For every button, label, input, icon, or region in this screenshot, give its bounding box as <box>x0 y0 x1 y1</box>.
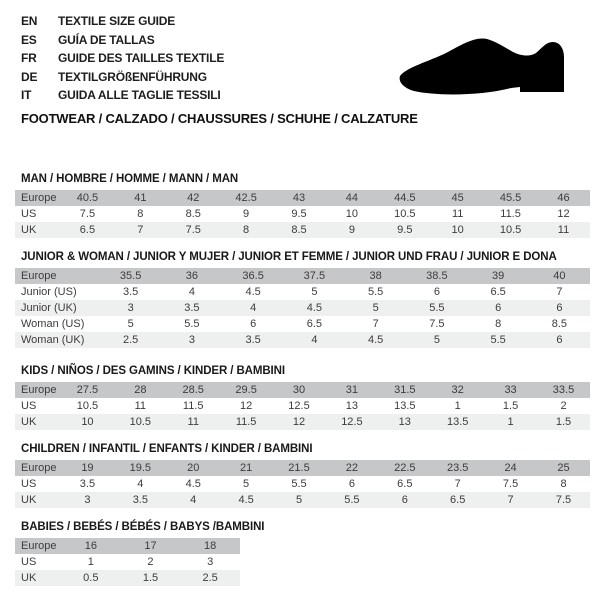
language-code: EN <box>21 14 38 28</box>
language-row-fr <box>21 51 224 70</box>
table-row <box>15 382 590 398</box>
table-row <box>15 268 590 284</box>
size-cell: 11.5 <box>484 206 537 222</box>
size-cell: 38.5 <box>406 268 467 284</box>
size-cell: 22 <box>325 460 378 476</box>
size-cell: 6.5 <box>284 316 345 332</box>
size-cell: 23.5 <box>431 460 484 476</box>
language-label: TEXTILE SIZE GUIDE <box>58 14 176 28</box>
size-cell: 6 <box>468 300 529 316</box>
size-cell: 13.5 <box>431 414 484 430</box>
size-cell: 43 <box>273 190 326 206</box>
language-label: GUIDA ALLE TAGLIE TESSILI <box>58 88 221 102</box>
size-cell: 10.5 <box>61 398 114 414</box>
size-cell: 5.5 <box>161 316 222 332</box>
size-cell: 6 <box>406 284 467 300</box>
size-cell: 10 <box>325 206 378 222</box>
size-cell: 5 <box>284 284 345 300</box>
size-cell: 8 <box>114 206 167 222</box>
size-cell: 41 <box>114 190 167 206</box>
size-cell: 8 <box>537 476 590 492</box>
table-row <box>15 554 240 570</box>
size-cell: 3.5 <box>114 492 167 508</box>
row-label-cell: US <box>15 398 61 414</box>
size-cell: 38 <box>345 268 406 284</box>
row-label-cell: UK <box>15 492 61 508</box>
table-row <box>15 332 590 348</box>
size-cell: 1.5 <box>484 398 537 414</box>
language-code: FR <box>21 51 37 65</box>
size-cell: 8 <box>468 316 529 332</box>
size-cell: 5.5 <box>345 284 406 300</box>
size-cell: 5 <box>100 316 161 332</box>
row-label-cell: Junior (UK) <box>15 300 100 316</box>
row-label-cell: Europe <box>15 460 61 476</box>
size-cell: 12.5 <box>325 414 378 430</box>
size-cell: 4 <box>161 284 222 300</box>
table-row <box>15 538 240 554</box>
size-cell: 1 <box>61 554 121 570</box>
table-row <box>15 316 590 332</box>
size-cell: 17 <box>121 538 181 554</box>
size-cell: 18 <box>180 538 240 554</box>
language-label: TEXTILGRÖßENFÜHRUNG <box>58 69 207 84</box>
size-cell: 7 <box>431 476 484 492</box>
size-cell: 4 <box>114 476 167 492</box>
language-label: GUÍA DE TALLAS <box>58 32 155 47</box>
size-cell: 40 <box>529 268 590 284</box>
size-cell: 7.5 <box>406 316 467 332</box>
size-cell: 42 <box>167 190 220 206</box>
size-cell: 1 <box>484 414 537 430</box>
size-cell: 28 <box>114 382 167 398</box>
table-row <box>15 460 590 476</box>
language-code: IT <box>21 88 32 102</box>
size-cell: 36.5 <box>223 268 284 284</box>
size-cell: 10 <box>61 414 114 430</box>
table-row <box>15 190 590 206</box>
size-cell: 10.5 <box>114 414 167 430</box>
size-table-man <box>15 190 590 238</box>
size-cell: 44.5 <box>378 190 431 206</box>
size-cell: 12 <box>273 414 326 430</box>
size-cell: 1.5 <box>121 570 181 586</box>
size-cell: 5.5 <box>468 332 529 348</box>
row-label-cell: Junior (US) <box>15 284 100 300</box>
size-cell: 3 <box>161 332 222 348</box>
size-cell: 8 <box>220 222 273 238</box>
row-label-cell: Woman (UK) <box>15 332 100 348</box>
size-cell: 4.5 <box>345 332 406 348</box>
size-cell: 28.5 <box>167 382 220 398</box>
size-cell: 10.5 <box>378 206 431 222</box>
size-cell: 13 <box>325 398 378 414</box>
size-cell: 3.5 <box>161 300 222 316</box>
size-cell: 29.5 <box>220 382 273 398</box>
table-row <box>15 222 590 238</box>
row-label-cell: Europe <box>15 538 61 554</box>
table-row <box>15 570 240 586</box>
language-row-es <box>21 33 224 52</box>
section-title-kids: KIDS / NIÑOS / DES GAMINS / KINDER / BAMBINI <box>21 365 285 377</box>
size-cell: 11 <box>537 222 590 238</box>
size-cell: 7.5 <box>484 476 537 492</box>
section-junior-woman <box>15 251 590 348</box>
size-cell: 13 <box>378 414 431 430</box>
size-cell: 6 <box>529 332 590 348</box>
size-cell: 21.5 <box>273 460 326 476</box>
table-row <box>15 476 590 492</box>
size-cell: 31.5 <box>378 382 431 398</box>
size-cell: 40.5 <box>61 190 114 206</box>
size-cell: 3 <box>180 554 240 570</box>
size-cell: 45.5 <box>484 190 537 206</box>
size-cell: 33 <box>484 382 537 398</box>
size-cell: 6.5 <box>378 476 431 492</box>
language-row-de <box>21 70 224 89</box>
size-cell: 1.5 <box>537 414 590 430</box>
size-cell: 10 <box>431 222 484 238</box>
size-cell: 16 <box>61 538 121 554</box>
size-cell: 11 <box>431 206 484 222</box>
size-cell: 7.5 <box>61 206 114 222</box>
size-cell: 19.5 <box>114 460 167 476</box>
size-cell: 45 <box>431 190 484 206</box>
size-cell: 5.5 <box>406 300 467 316</box>
language-label: GUIDE DES TAILLES TEXTILE <box>58 51 225 65</box>
table-row <box>15 284 590 300</box>
size-cell: 0.5 <box>61 570 121 586</box>
size-cell: 2.5 <box>100 332 161 348</box>
size-table-babies <box>15 538 240 586</box>
size-cell: 9.5 <box>378 222 431 238</box>
size-cell: 35.5 <box>100 268 161 284</box>
section-title-junior-woman: JUNIOR & WOMAN / JUNIOR Y MUJER / JUNIOR ET FEMME / JUNIOR UND FRAU / JUNIOR E DONA <box>21 251 557 263</box>
size-cell: 37.5 <box>284 268 345 284</box>
size-cell: 5 <box>220 476 273 492</box>
size-cell: 4 <box>223 300 284 316</box>
row-label-cell: US <box>15 476 61 492</box>
size-cell: 36 <box>161 268 222 284</box>
size-cell: 2.5 <box>180 570 240 586</box>
table-row <box>15 492 590 508</box>
size-cell: 9 <box>220 206 273 222</box>
language-row-en <box>21 14 224 33</box>
row-label-cell: UK <box>15 222 61 238</box>
size-cell: 4 <box>284 332 345 348</box>
size-cell: 6 <box>378 492 431 508</box>
size-cell: 12 <box>537 206 590 222</box>
size-cell: 6 <box>223 316 284 332</box>
size-cell: 11.5 <box>220 414 273 430</box>
size-cell: 11 <box>167 414 220 430</box>
size-cell: 6 <box>529 300 590 316</box>
size-cell: 4.5 <box>223 284 284 300</box>
size-cell: 3.5 <box>61 476 114 492</box>
table-row <box>15 300 590 316</box>
table-row <box>15 398 590 414</box>
row-label-cell: Europe <box>15 190 61 206</box>
size-cell: 20 <box>167 460 220 476</box>
size-cell: 9.5 <box>273 206 326 222</box>
size-cell: 5 <box>345 300 406 316</box>
size-cell: 30 <box>273 382 326 398</box>
category-title: FOOTWEAR / CALZADO / CHAUSSURES / SCHUHE / CALZATURE <box>21 111 418 126</box>
language-row-it <box>21 88 224 107</box>
size-cell: 6.5 <box>468 284 529 300</box>
size-cell: 8.5 <box>273 222 326 238</box>
section-man <box>15 173 590 238</box>
size-cell: 46 <box>537 190 590 206</box>
table-row <box>15 206 590 222</box>
size-cell: 21 <box>220 460 273 476</box>
size-cell: 5.5 <box>325 492 378 508</box>
size-cell: 12.5 <box>273 398 326 414</box>
language-code: DE <box>21 69 38 84</box>
section-title-children: CHILDREN / INFANTIL / ENFANTS / KINDER / BAMBINI <box>21 443 313 455</box>
size-cell: 42.5 <box>220 190 273 206</box>
size-cell: 11 <box>114 398 167 414</box>
table-row <box>15 414 590 430</box>
size-cell: 3 <box>100 300 161 316</box>
size-cell: 7 <box>529 284 590 300</box>
row-label-cell: UK <box>15 570 61 586</box>
row-label-cell: Europe <box>15 268 100 284</box>
size-cell: 24 <box>484 460 537 476</box>
size-cell: 4 <box>167 492 220 508</box>
size-cell: 7.5 <box>537 492 590 508</box>
size-cell: 3.5 <box>223 332 284 348</box>
size-cell: 1 <box>431 398 484 414</box>
size-cell: 7 <box>484 492 537 508</box>
size-cell: 8.5 <box>529 316 590 332</box>
size-cell: 13.5 <box>378 398 431 414</box>
size-cell: 12 <box>220 398 273 414</box>
size-cell: 19 <box>61 460 114 476</box>
size-cell: 4.5 <box>220 492 273 508</box>
size-table-children <box>15 460 590 508</box>
language-code: ES <box>21 32 37 47</box>
size-cell: 4.5 <box>284 300 345 316</box>
row-label-cell: US <box>15 206 61 222</box>
size-cell: 5 <box>406 332 467 348</box>
size-cell: 6.5 <box>431 492 484 508</box>
size-cell: 7 <box>114 222 167 238</box>
size-cell: 33.5 <box>537 382 590 398</box>
size-cell: 27.5 <box>61 382 114 398</box>
size-cell: 25 <box>537 460 590 476</box>
size-cell: 7.5 <box>167 222 220 238</box>
row-label-cell: UK <box>15 414 61 430</box>
language-header-block <box>21 14 224 107</box>
row-label-cell: US <box>15 554 61 570</box>
size-table-junior-woman <box>15 268 590 348</box>
size-cell: 32 <box>431 382 484 398</box>
shoe-icon <box>398 34 570 100</box>
size-cell: 22.5 <box>378 460 431 476</box>
size-cell: 10.5 <box>484 222 537 238</box>
size-cell: 39 <box>468 268 529 284</box>
section-kids <box>15 365 590 430</box>
size-cell: 31 <box>325 382 378 398</box>
size-cell: 4.5 <box>167 476 220 492</box>
section-babies <box>15 521 590 586</box>
row-label-cell: Woman (US) <box>15 316 100 332</box>
section-title-babies: BABIES / BEBÉS / BÉBÉS / BABYS /BAMBINI <box>21 521 265 533</box>
size-cell: 44 <box>325 190 378 206</box>
size-cell: 11.5 <box>167 398 220 414</box>
size-cell: 6.5 <box>61 222 114 238</box>
section-children <box>15 443 590 508</box>
size-cell: 6 <box>325 476 378 492</box>
size-cell: 7 <box>345 316 406 332</box>
size-cell: 3 <box>61 492 114 508</box>
section-title-man: MAN / HOMBRE / HOMME / MANN / MAN <box>21 173 239 185</box>
size-cell: 3.5 <box>100 284 161 300</box>
row-label-cell: Europe <box>15 382 61 398</box>
size-cell: 9 <box>325 222 378 238</box>
size-cell: 5.5 <box>273 476 326 492</box>
size-cell: 2 <box>121 554 181 570</box>
size-table-kids <box>15 382 590 430</box>
size-cell: 8.5 <box>167 206 220 222</box>
size-cell: 5 <box>273 492 326 508</box>
size-cell: 2 <box>537 398 590 414</box>
